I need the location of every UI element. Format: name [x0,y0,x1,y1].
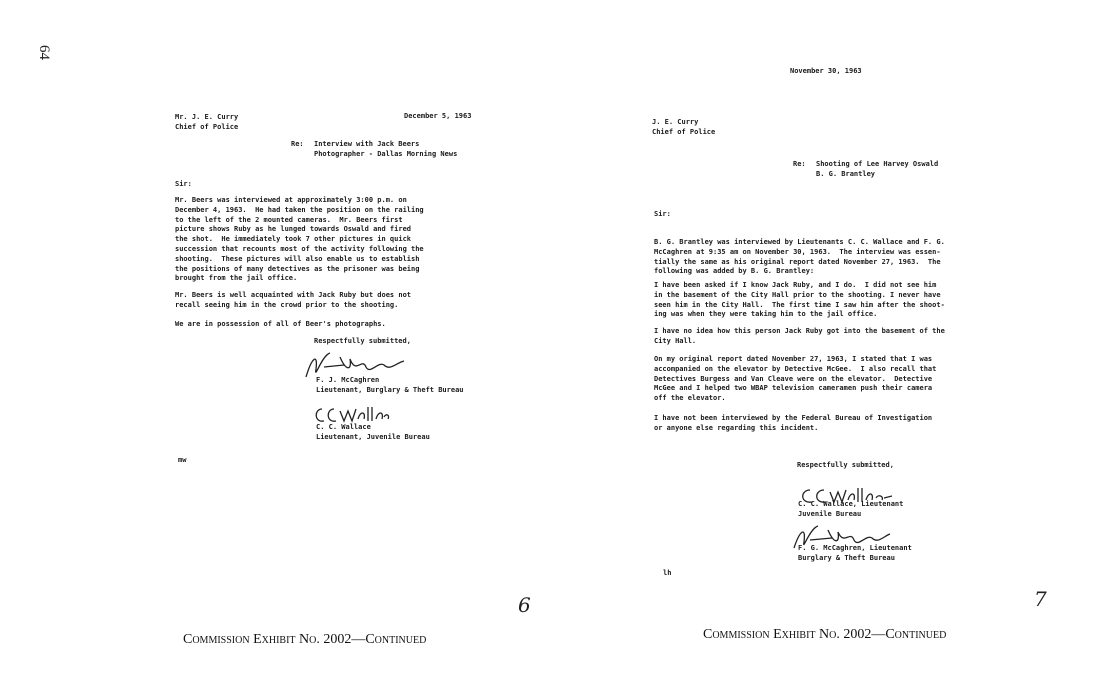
addressee-title: Chief of Police [652,127,716,136]
signer-title: Juvenile Bureau [798,509,862,518]
signer-name: C. C. Wallace [316,423,371,431]
addressee-name: Mr. J. E. Curry [175,113,239,121]
re-line: Photographer - Dallas Morning News [314,149,458,158]
left-closing: Respectfully submitted, [314,337,411,345]
re-line: B. G. Brantley [816,169,876,178]
signer-name: C. C. Wallace, Lieutenant [798,500,904,508]
signer-title: Lieutenant, Burglary & Theft Bureau [316,385,464,394]
signer-name: F. G. McCaghren, Lieutenant [798,544,912,552]
right-re-block [816,160,938,180]
handwritten-page-6: 6 [518,593,531,617]
right-paragraph-4: On my original report dated November 27, 1963, I stated that I was accompanied on the elevator by Detective McGee. I also recall that Detectives Burgess and Van Cleave were on the elevator. Detective McGee and I helped two WBAP television cameramen push their camera off the elevator. [654,355,937,403]
left-re-label: Re: [291,140,304,148]
left-signer-2 [316,423,430,443]
right-addressee [652,118,715,138]
left-paragraph-2: Mr. Beers is well acquainted with Jack Ruby but does not recall seeing him in the crowd prior to the shooting. [175,291,412,309]
right-signer-2 [798,544,912,564]
right-re-label: Re: [793,160,806,168]
right-paragraph-5: I have not been interviewed by the Federal Bureau of Investigation or anyone else regarding this incident. [654,414,933,432]
right-paragraph-2: I have been asked if I know Jack Ruby, and I do. I did not see him in the basement of the City Hall prior to the shooting. I never have seen him in the City Hall. The first time I saw him after the shoot- ing was when they were taking him to the jail office. [654,281,945,319]
left-salutation: Sir: [175,180,192,188]
left-addressee [175,113,238,133]
addressee-name: J. E. Curry [652,118,699,126]
handwritten-page-7: 7 [1034,587,1047,611]
right-initials: lh [663,569,672,577]
left-signer-1 [316,376,464,396]
re-line: Shooting of Lee Harvey Oswald [816,160,939,168]
right-signer-1 [798,500,903,520]
right-caption: Commission Exhibit No. 2002—Continued [703,627,947,642]
right-date: November 30, 1963 [790,67,862,75]
signer-title: Burglary & Theft Bureau [798,553,895,562]
re-line: Interview with Jack Beers [314,140,420,148]
left-initials: mw [178,456,187,464]
left-paragraph-1: Mr. Beers was interviewed at approximately 3:00 p.m. on December 4, 1963. He had taken the position on the railing to the left of the 2 mounted cameras. Mr. Beers first picture shows Ruby as he lunged towards Oswald and fired the shot. He immediately took 7 other pictures in quick succession that recounts most of the activity following the shooting. These pictures will also enable us to establish the positions of many detectives as the prisoner was being brought from the jail office. [175,196,424,283]
signer-name: F. J. McCaghren [316,376,380,384]
right-closing: Respectfully submitted, [797,461,894,469]
page-number: 64 [36,45,52,60]
addressee-title: Chief of Police [175,122,239,131]
left-caption: Commission Exhibit No. 2002—Continued [183,632,427,647]
left-paragraph-3: We are in possession of all of Beer's photographs. [175,320,386,328]
left-date: December 5, 1963 [404,112,472,120]
signer-title: Lieutenant, Juvenile Bureau [316,432,430,441]
right-salutation: Sir: [654,210,671,218]
right-paragraph-3: I have no idea how this person Jack Ruby got into the basement of the City Hall. [654,327,945,345]
left-re-block [314,140,457,160]
right-paragraph-1: B. G. Brantley was interviewed by Lieutenants C. C. Wallace and F. G. McCaghren at 9:35 am on November 30, 1963. The interview was essen- tially the same as his original report dated November 27, 1963. The following was added by B. G. Brantley: [654,238,945,276]
